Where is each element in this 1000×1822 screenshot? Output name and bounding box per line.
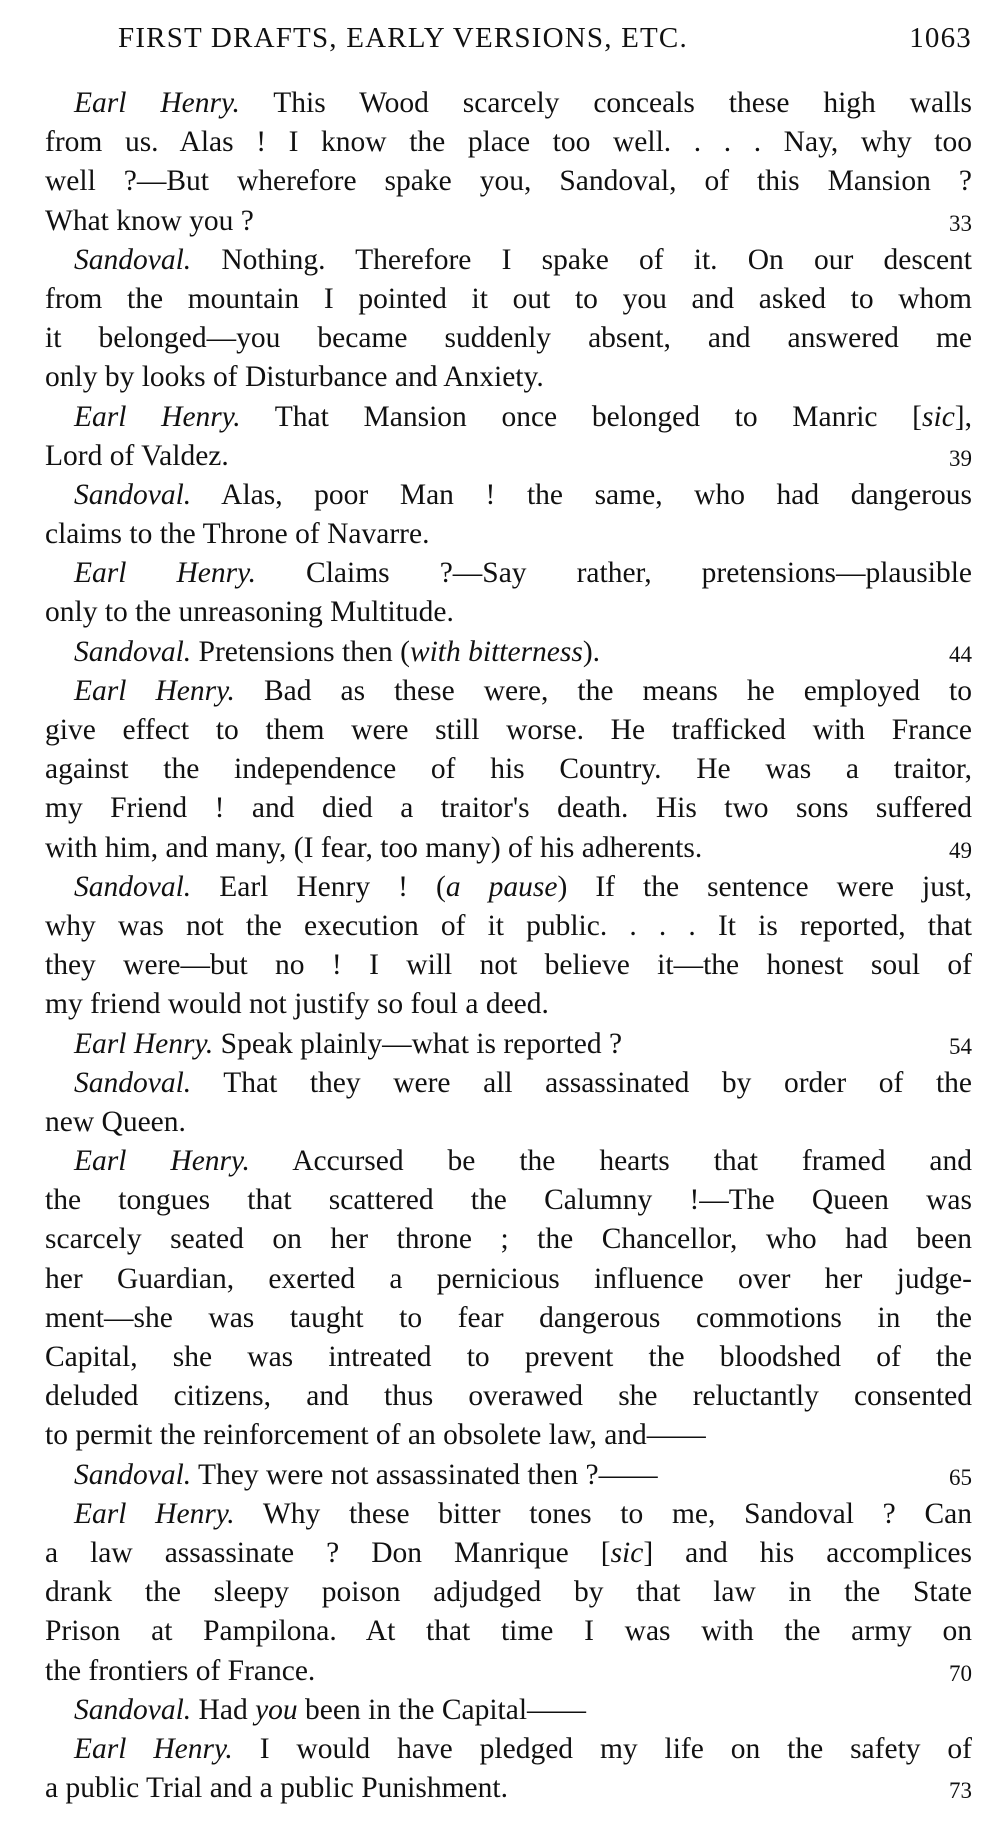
line-number: 44: [949, 641, 972, 667]
line-text: What know you ?: [45, 204, 254, 237]
line-text: to permit the reinforcement of an obsolete law, and——: [45, 1419, 706, 1452]
line-text: Alas, poor Man ! the same, who had dangerous: [191, 478, 972, 511]
text-line: [45, 1573, 972, 1612]
italic-text: a pause: [445, 870, 558, 903]
line-text: well ?—But wherefore spake you, Sandoval, of this Mansion ?: [45, 165, 972, 198]
line-text: against the independence of his Country. He was a traitor,: [45, 753, 972, 786]
speaker-name: Sandoval.: [74, 243, 192, 276]
line-text: This Wood scarcely conceals these high walls: [239, 87, 972, 119]
text-line: [45, 672, 972, 711]
line-text: Nothing. Therefore I spake of it. On our descent: [191, 243, 972, 276]
text-line: [45, 241, 972, 280]
line-text: Accursed be the hearts that framed and: [249, 1145, 972, 1178]
line-number: 39: [949, 445, 972, 471]
text-line: [45, 711, 972, 750]
line-text: give effect to them were still worse. He trafficked with France: [45, 714, 972, 746]
text-line: [45, 985, 972, 1024]
speaker-name: Sandoval.: [74, 635, 192, 668]
text-line: [45, 829, 972, 868]
line-text: Why these bitter tones to me, Sandoval ? Can: [234, 1497, 972, 1530]
line-text: her Guardian, exerted a pernicious influence over her judge-: [45, 1262, 972, 1295]
line-text: Pretensions then (: [191, 635, 410, 668]
text-line: [45, 633, 972, 672]
line-text: the frontiers of France.: [45, 1654, 316, 1687]
text-line: [45, 123, 972, 162]
text-line: [45, 907, 972, 946]
speaker-name: Earl Henry.: [74, 87, 240, 119]
speaker-name: Earl Henry.: [74, 400, 241, 433]
text-line: [45, 593, 972, 632]
line-text: Speak plainly—what is reported ?: [213, 1027, 623, 1060]
line-text: ).: [582, 635, 601, 668]
text-line: [45, 1769, 972, 1808]
text-line: [45, 1456, 972, 1495]
text-line: [45, 1612, 972, 1651]
line-number: 73: [949, 1778, 972, 1804]
text-line: [45, 789, 972, 828]
text-line: [45, 1730, 972, 1769]
line-number: 70: [949, 1660, 972, 1686]
line-text: new Queen.: [45, 1105, 186, 1138]
line-text: scarcely seated on her throne ; the Chancellor, who had been: [45, 1223, 972, 1256]
text-line: [45, 1103, 972, 1142]
page-body: [45, 84, 972, 1808]
text-line: [45, 319, 972, 358]
line-text: with him, and many, (I fear, too many) of his adherents.: [45, 831, 703, 864]
line-text: from the mountain I pointed it out to you and asked to whom: [45, 282, 972, 315]
line-text: Earl Henry ! (: [191, 870, 446, 903]
text-line: [45, 1416, 972, 1455]
line-text: it belonged—you became suddenly absent, and answered me: [45, 322, 972, 355]
speaker-name: Sandoval.: [74, 1458, 192, 1491]
text-line: [45, 946, 972, 985]
italic-text: you: [255, 1693, 298, 1726]
speaker-name: Sandoval.: [74, 870, 192, 903]
speaker-name: Sandoval.: [74, 1693, 192, 1726]
line-text: a public Trial and a public Punishment.: [45, 1772, 508, 1805]
line-text: drank the sleepy poison adjudged by that law in the State: [45, 1576, 972, 1609]
text-line: [45, 1142, 972, 1181]
text-line: [45, 1064, 972, 1103]
text-line: [45, 358, 972, 397]
line-text: Prison at Pampilona. At that time I was with the army on: [45, 1615, 972, 1648]
text-line: [45, 1652, 972, 1691]
line-text: ],: [954, 400, 972, 433]
running-header: [118, 22, 972, 55]
text-line: [45, 1338, 972, 1377]
line-text: ) If the sentence were just,: [557, 870, 972, 903]
line-text: a law assassinate ? Don Manrique [: [45, 1536, 611, 1569]
text-line: [45, 437, 972, 476]
text-line: [45, 1025, 972, 1064]
text-line: [45, 84, 972, 123]
line-text: ment—she was taught to fear dangerous commotions in the: [45, 1301, 972, 1334]
speaker-name: Earl Henry.: [74, 674, 235, 707]
line-text: Claims ?—Say rather, pretensions—plausible: [255, 557, 972, 590]
page-number: 1063: [909, 22, 972, 54]
line-text: That they were all assassinated by order of the: [191, 1066, 972, 1099]
line-text: Capital, she was intreated to prevent the bloodshed of the: [45, 1341, 972, 1373]
line-text: They were not assassinated then ?——: [191, 1458, 658, 1491]
line-text: Had: [191, 1693, 256, 1726]
line-text: they were—but no ! I will not believe it—the honest soul of: [45, 949, 972, 982]
italic-text: with bitterness: [409, 635, 583, 668]
line-text: from us. Alas ! I know the place too well. . . . Nay, why too: [45, 126, 972, 159]
text-line: [45, 476, 972, 515]
line-text: I would have pledged my life on the safety of: [232, 1732, 972, 1765]
line-text: my Friend ! and died a traitor's death. His two sons suffered: [45, 792, 972, 825]
speaker-name: Earl Henry.: [74, 1027, 214, 1060]
text-line: [45, 1691, 972, 1730]
line-text: only by looks of Disturbance and Anxiety.: [45, 361, 544, 394]
line-number: 33: [949, 210, 972, 236]
line-text: Bad as these were, the means he employed to: [234, 674, 972, 707]
italic-text: sic: [922, 400, 955, 433]
text-line: [45, 1495, 972, 1534]
text-line: [45, 750, 972, 789]
line-text: claims to the Throne of Navarre.: [45, 518, 430, 551]
text-line: [45, 1220, 972, 1259]
text-line: [45, 280, 972, 319]
line-number: 49: [949, 837, 972, 863]
text-line: [45, 162, 972, 201]
speaker-name: Earl Henry.: [74, 1145, 250, 1178]
text-line: [45, 202, 972, 241]
text-line: [45, 1181, 972, 1220]
line-text: only to the unreasoning Multitude.: [45, 596, 454, 629]
speaker-name: Sandoval.: [74, 1066, 192, 1099]
line-text: the tongues that scattered the Calumny !—The Queen was: [45, 1184, 972, 1217]
line-text: deluded citizens, and thus overawed she reluctantly consented: [45, 1380, 972, 1413]
text-line: [45, 1299, 972, 1338]
line-number: 54: [949, 1033, 972, 1059]
line-text: why was not the execution of it public. . . . It is reported, that: [45, 909, 972, 942]
italic-text: sic: [610, 1536, 644, 1569]
line-text: ] and his accomplices: [643, 1536, 972, 1569]
text-line: [45, 554, 972, 593]
line-text: my friend would not justify so foul a deed.: [45, 988, 549, 1021]
line-text: been in the Capital——: [297, 1693, 587, 1726]
text-line: [45, 868, 972, 907]
line-text: Lord of Valdez.: [45, 439, 229, 472]
text-line: [45, 1534, 972, 1573]
speaker-name: Earl Henry.: [74, 557, 256, 590]
text-line: [45, 1377, 972, 1416]
speaker-name: Earl Henry.: [74, 1497, 235, 1530]
text-line: [45, 515, 972, 554]
line-number: 65: [949, 1464, 972, 1490]
line-text: That Mansion once belonged to Manric [: [240, 400, 923, 433]
running-title: FIRST DRAFTS, EARLY VERSIONS, ETC.: [118, 22, 688, 54]
speaker-name: Sandoval.: [74, 478, 192, 511]
text-line: [45, 398, 972, 437]
text-line: [45, 1260, 972, 1299]
speaker-name: Earl Henry.: [74, 1732, 233, 1765]
